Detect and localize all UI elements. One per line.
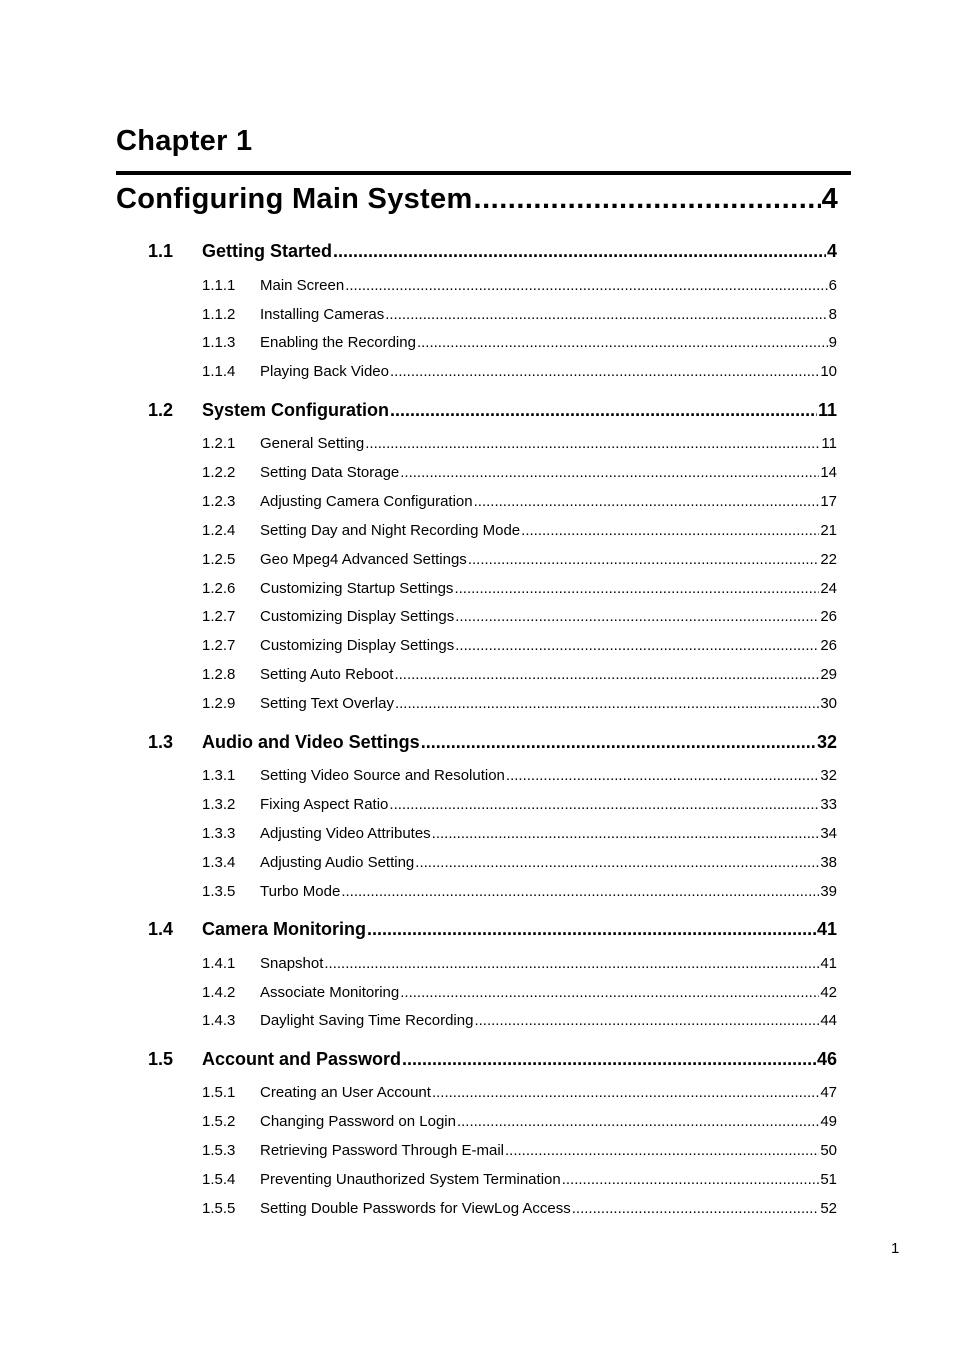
dot-leader	[324, 955, 819, 972]
dot-leader	[454, 580, 819, 597]
subsection-page: 14	[820, 463, 837, 481]
section-page: 32	[816, 732, 837, 752]
subsection-page: 10	[820, 363, 837, 381]
dot-leader	[402, 1049, 816, 1070]
subsection-number: 1.3.4	[202, 854, 236, 871]
subsection-number: 1.2.6	[202, 579, 236, 597]
toc-subsection-entry[interactable]	[202, 854, 837, 874]
toc-subsection-entry[interactable]	[202, 608, 837, 628]
subsection-title: Changing Password on Login	[260, 1113, 456, 1130]
subsection-title: Setting Auto Reboot	[260, 666, 394, 684]
section-number: 1.4	[148, 919, 174, 939]
subsection-page: 42	[820, 983, 837, 1001]
subsection-title: Customizing Display Settings	[260, 637, 455, 655]
toc-section-entry[interactable]	[148, 1049, 837, 1073]
subsection-page: 51	[820, 1171, 837, 1188]
subsection-page: 32	[820, 767, 837, 784]
subsection-number: 1.2.9	[202, 695, 236, 713]
toc-section-entry[interactable]	[148, 732, 837, 756]
dot-leader	[562, 1171, 820, 1188]
dot-leader	[455, 637, 819, 654]
subsection-page: 44	[820, 1012, 837, 1030]
subsection-number: 1.2.4	[202, 521, 236, 539]
dot-leader	[474, 493, 820, 510]
dot-leader	[395, 695, 819, 712]
toc-subsection-entry[interactable]	[202, 825, 837, 845]
dot-leader	[367, 919, 816, 940]
toc-subsection-entry[interactable]	[202, 334, 837, 354]
toc-chapter-entry[interactable]	[116, 183, 838, 221]
dot-leader	[333, 241, 826, 262]
dot-leader	[415, 854, 819, 871]
subsection-page: 52	[820, 1200, 837, 1217]
subsection-page: 39	[820, 883, 837, 900]
subsection-page: 30	[820, 695, 837, 713]
toc-subsection-entry[interactable]	[202, 1113, 837, 1133]
section-page: 41	[816, 919, 837, 939]
section-title: System Configuration	[202, 400, 390, 420]
subsection-title: Retrieving Password Through E-mail	[260, 1142, 504, 1159]
toc-subsection-entry[interactable]	[202, 637, 837, 657]
toc-subsection-entry[interactable]	[202, 695, 837, 715]
section-number: 1.2	[148, 400, 174, 420]
subsection-title: Snapshot	[260, 955, 324, 972]
section-number: 1.1	[148, 241, 174, 261]
section-title: Camera Monitoring	[202, 919, 367, 939]
dot-leader	[421, 732, 816, 753]
subsection-title: Turbo Mode	[260, 883, 341, 900]
subsection-title: Setting Data Storage	[260, 463, 400, 481]
subsection-page: 50	[820, 1142, 837, 1159]
dot-leader	[468, 551, 820, 568]
subsection-page: 22	[820, 550, 837, 568]
subsection-page: 33	[820, 796, 837, 813]
subsection-title: Setting Text Overlay	[260, 695, 394, 713]
subsection-page: 6	[828, 277, 837, 294]
subsection-title: Geo Mpeg4 Advanced Settings	[260, 550, 467, 568]
dot-leader	[521, 522, 819, 539]
subsection-title: Setting Video Source and Resolution	[260, 767, 505, 784]
subsection-title: Adjusting Audio Setting	[260, 854, 415, 871]
dot-leader	[341, 883, 819, 900]
subsection-title: General Setting	[260, 435, 365, 452]
toc-subsection-entry[interactable]	[202, 955, 837, 975]
subsection-number: 1.3.5	[202, 883, 236, 900]
dot-leader	[417, 334, 828, 351]
subsection-number: 1.3.2	[202, 796, 236, 813]
subsection-title: Customizing Display Settings	[260, 608, 455, 626]
subsection-page: 8	[828, 305, 837, 323]
section-page: 46	[816, 1049, 837, 1069]
subsection-title: Installing Cameras	[260, 305, 385, 323]
subsection-title: Fixing Aspect Ratio	[260, 796, 389, 813]
toc-section-entry[interactable]	[148, 241, 837, 265]
toc-subsection-entry[interactable]	[202, 1171, 837, 1191]
section-number: 1.5	[148, 1049, 174, 1069]
subsection-number: 1.5.2	[202, 1113, 236, 1130]
dot-leader	[432, 825, 820, 842]
toc-section-entry[interactable]	[148, 400, 837, 424]
section-title: Account and Password	[202, 1049, 402, 1069]
dot-leader	[457, 1113, 819, 1130]
dot-leader	[506, 767, 819, 784]
toc-subsection-entry[interactable]	[202, 493, 837, 513]
dot-leader	[390, 400, 817, 421]
dot-leader	[400, 984, 819, 1001]
subsection-title: Setting Double Passwords for ViewLog Access	[260, 1200, 571, 1217]
subsection-number: 1.4.3	[202, 1012, 236, 1030]
subsection-page: 21	[820, 521, 837, 539]
subsection-title: Adjusting Video Attributes	[260, 825, 431, 842]
subsection-title: Setting Day and Night Recording Mode	[260, 521, 521, 539]
subsection-number: 1.5.1	[202, 1084, 236, 1101]
subsection-number: 1.2.7	[202, 637, 236, 655]
subsection-title: Main Screen	[260, 277, 345, 294]
subsection-number: 1.2.5	[202, 550, 236, 568]
subsection-number: 1.3.1	[202, 767, 236, 784]
subsection-number: 1.2.3	[202, 492, 236, 510]
subsection-number: 1.2.8	[202, 666, 236, 684]
section-title: Audio and Video Settings	[202, 732, 420, 752]
section-page: 4	[826, 241, 837, 261]
dot-leader	[455, 608, 819, 625]
dot-leader	[505, 1142, 819, 1159]
subsection-number: 1.1.4	[202, 363, 236, 381]
chapter-title: Configuring Main System	[116, 183, 473, 215]
subsection-number: 1.1.1	[202, 277, 236, 294]
dot-leader	[474, 1012, 819, 1029]
section-title: Getting Started	[202, 241, 333, 261]
toc-subsection-entry[interactable]	[202, 796, 837, 816]
section-page: 11	[817, 400, 837, 420]
subsection-title: Associate Monitoring	[260, 983, 400, 1001]
dot-leader	[389, 796, 819, 813]
subsection-title: Daylight Saving Time Recording	[260, 1012, 474, 1030]
toc-subsection-entry[interactable]	[202, 1084, 837, 1104]
dot-leader	[385, 306, 827, 323]
subsection-number: 1.4.1	[202, 955, 236, 972]
subsection-title: Adjusting Camera Configuration	[260, 492, 473, 510]
dot-leader	[572, 1200, 820, 1217]
section-number: 1.3	[148, 732, 174, 752]
dot-leader	[432, 1084, 819, 1101]
toc-subsection-entry[interactable]	[202, 767, 837, 787]
subsection-number: 1.1.3	[202, 334, 236, 352]
dot-leader	[400, 464, 819, 481]
subsection-page: 11	[821, 435, 837, 452]
subsection-title: Customizing Startup Settings	[260, 579, 454, 597]
subsection-page: 41	[820, 955, 837, 972]
subsection-title: Enabling the Recording	[260, 334, 416, 352]
toc-subsection-entry[interactable]	[202, 1200, 837, 1220]
subsection-title: Preventing Unauthorized System Termination	[260, 1171, 561, 1188]
toc-subsection-entry[interactable]	[202, 435, 837, 455]
chapter-page: 4	[821, 183, 838, 215]
subsection-number: 1.2.1	[202, 435, 236, 452]
toc-subsection-entry[interactable]	[202, 580, 837, 600]
subsection-page: 26	[820, 608, 837, 626]
subsection-title: Playing Back Video	[260, 363, 389, 381]
toc-subsection-entry[interactable]	[202, 306, 837, 326]
subsection-page: 17	[820, 492, 837, 510]
subsection-number: 1.4.2	[202, 983, 236, 1001]
toc-section-entry[interactable]	[148, 919, 837, 943]
subsection-number: 1.2.7	[202, 608, 236, 626]
subsection-number: 1.5.5	[202, 1200, 236, 1217]
toc-subsection-entry[interactable]	[202, 522, 837, 542]
toc-subsection-entry[interactable]	[202, 277, 837, 297]
chapter-label: Chapter 1	[116, 125, 253, 157]
toc-subsection-entry[interactable]	[202, 666, 837, 686]
subsection-page: 47	[820, 1084, 837, 1101]
page-number: 1	[891, 1240, 900, 1257]
dot-leader	[345, 277, 827, 294]
toc-subsection-entry[interactable]	[202, 1012, 837, 1032]
toc-subsection-entry[interactable]	[202, 883, 837, 903]
subsection-page: 29	[820, 666, 837, 684]
toc-subsection-entry[interactable]	[202, 984, 837, 1004]
toc-subsection-entry[interactable]	[202, 464, 837, 484]
subsection-page: 34	[820, 825, 837, 842]
subsection-number: 1.2.2	[202, 463, 236, 481]
subsection-page: 26	[820, 637, 837, 655]
dot-leader	[474, 183, 821, 216]
subsection-number: 1.1.2	[202, 305, 236, 323]
chapter-rule	[116, 171, 851, 175]
subsection-page: 38	[820, 854, 837, 871]
subsection-number: 1.5.4	[202, 1171, 236, 1188]
subsection-title: Creating an User Account	[260, 1084, 431, 1101]
toc-subsection-entry[interactable]	[202, 1142, 837, 1162]
subsection-number: 1.5.3	[202, 1142, 236, 1159]
subsection-page: 9	[828, 334, 837, 352]
subsection-number: 1.3.3	[202, 825, 236, 842]
subsection-page: 24	[820, 579, 837, 597]
dot-leader	[365, 435, 820, 452]
toc-subsection-entry[interactable]	[202, 551, 837, 571]
toc-subsection-entry[interactable]	[202, 363, 837, 383]
dot-leader	[394, 666, 819, 683]
subsection-page: 49	[820, 1113, 837, 1130]
dot-leader	[390, 363, 819, 380]
